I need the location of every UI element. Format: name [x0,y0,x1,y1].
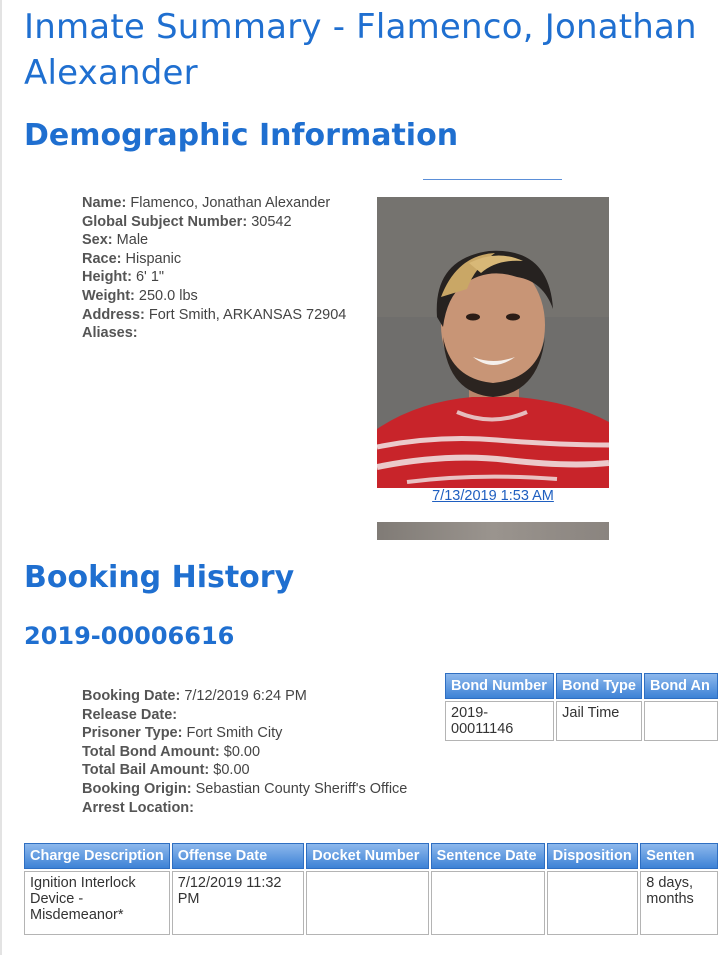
booking-date-value: 7/12/2019 6:24 PM [184,688,307,704]
disposition-header[interactable]: Disposition [547,843,639,869]
demographic-heading: Demographic Information [24,118,459,153]
bond-amount-header[interactable]: Bond An [644,673,718,699]
field-booking-date: Booking Date: 7/12/2019 6:24 PM [82,688,307,704]
field-booking-origin: Booking Origin: Sebastian County Sheriff's Office [82,780,408,797]
booking-history-heading: Booking History [24,560,295,595]
prisoner-type-value: Fort Smith City [186,725,283,742]
sentence-cell: 8 days, months [640,871,718,935]
table-row [445,701,718,741]
total-bail-amount-value: $0.00 [213,762,250,779]
charge-description-cell: Ignition Interlock Device - Misdemeanor* [24,871,170,935]
field-weight: Weight: 250.0 lbs [82,287,198,304]
bond-number-cell: 2019-00011146 [445,701,554,741]
total-bond-amount-value: $0.00 [223,743,261,760]
table-row [24,871,718,935]
docket-number-header[interactable]: Docket Number [306,843,428,869]
offense-date-cell: 7/12/2019 11:32 PM [172,871,304,935]
height-value: 6' 1" [135,269,165,286]
field-race: Race: Hispanic [82,250,182,267]
bond-table [443,671,720,743]
page-title: Inmate Summary - Flamenco, Jonathan Alexander [24,7,697,93]
field-prisoner-type: Prisoner Type: Fort Smith City [82,725,283,742]
disposition-cell [547,871,639,935]
bond-type-cell: Jail Time [556,701,642,741]
global-subject-number-value: 30542 [251,213,292,230]
field-global-subject-number: Global Subject Number: 30542 [82,213,292,230]
field-height: Height: 6' 1" [82,269,165,286]
field-total-bail-amount: Total Bail Amount: $0.00 [82,762,250,779]
field-name: Name: Flamenco, Jonathan Alexander [82,195,331,211]
docket-number-cell [306,871,428,935]
address-value: Fort Smith, ARKANSAS 72904 [148,306,347,323]
field-arrest-location: Arrest Location: [82,799,194,816]
field-aliases: Aliases: [82,325,138,342]
offense-date-header[interactable]: Offense Date [172,843,304,869]
sex-value: Male [116,232,149,249]
photo-date-link[interactable]: 7/13/2019 1:53 AM [432,488,554,504]
bond-table-header-row [445,673,718,699]
field-sex: Sex: Male [82,232,149,249]
name-value: Flamenco, Jonathan Alexander [130,195,331,211]
sentence-header[interactable]: Senten [640,843,718,869]
race-value: Hispanic [125,250,182,267]
field-release-date: Release Date: [82,706,178,723]
bond-amount-cell [644,701,718,741]
field-address: Address: Fort Smith, ARKANSAS 72904 [82,306,347,323]
field-total-bond-amount: Total Bond Amount: $0.00 [82,743,261,760]
booking-origin-value: Sebastian County Sheriff's Office [195,780,408,797]
booking-number: 2019-00006616 [24,622,235,650]
charge-table [22,841,720,937]
charge-table-header-row [24,843,718,869]
sentence-date-header[interactable]: Sentence Date [431,843,545,869]
weight-value: 250.0 lbs [138,287,198,304]
charge-description-header[interactable]: Charge Description [24,843,170,869]
bond-type-header[interactable]: Bond Type [556,673,642,699]
bond-number-header[interactable]: Bond Number [445,673,554,699]
sentence-date-cell [431,871,545,935]
